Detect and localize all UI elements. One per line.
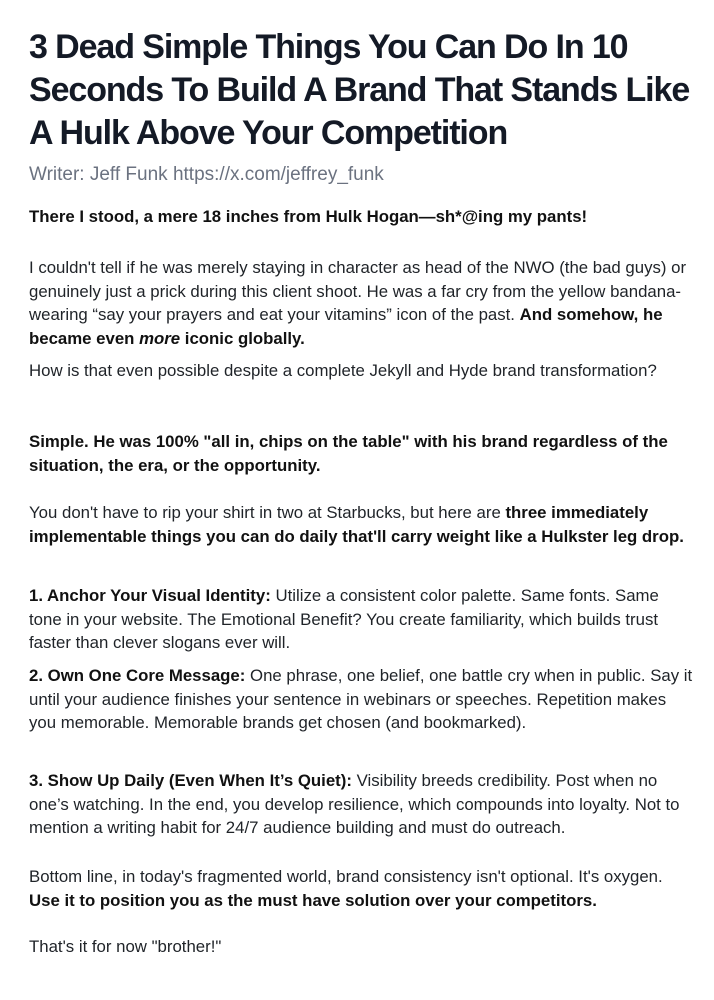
bold-text: Simple. He was 100% "all in, chips on the table" with his brand regardless of the situation, the era, or the opportunity. bbox=[29, 432, 668, 475]
bold-italic-text: more bbox=[139, 328, 181, 348]
bold-text: Use it to position you as the must have solution over your competitors. bbox=[29, 890, 597, 910]
paragraph-simple bbox=[29, 430, 695, 477]
bold-text: And somehow, he became even bbox=[29, 305, 663, 348]
item-text: Visibility breeds credibility. Post when no one’s watching. In the end, you develop resilience, which compounds into loyalty. Not to mention a writing habit for 24/7 audience building and must do outreach. bbox=[29, 771, 680, 838]
paragraph-bottom-line bbox=[29, 865, 695, 912]
paragraph-starbucks bbox=[29, 501, 695, 548]
item-label: 2. Own One Core Message: bbox=[29, 666, 246, 685]
article-title: 3 Dead Simple Things You Can Do In 10 Seconds To Build A Brand That Stands Like A Hulk Above Your Competition bbox=[29, 28, 690, 152]
bold-text: three immediately implementable things you can do daily that'll carry weight like a Hulkster leg drop. bbox=[29, 503, 684, 546]
bold-text: iconic globally. bbox=[180, 328, 305, 348]
list-item bbox=[29, 769, 695, 840]
paragraph-nwo bbox=[29, 256, 695, 350]
list-item bbox=[29, 664, 695, 735]
item-label: 3. Show Up Daily (Even When It’s Quiet): bbox=[29, 771, 352, 790]
writer-byline: Writer: Jeff Funk https://x.com/jeffrey_funk bbox=[29, 164, 384, 185]
item-label: 1. Anchor Your Visual Identity: bbox=[29, 586, 271, 605]
item-text: Utilize a consistent color palette. Same fonts. Same tone in your website. The Emotional Benefit? You create familiarity, which builds trust faster than clever slogans ever will. bbox=[29, 586, 659, 653]
intro-paragraph bbox=[29, 205, 695, 229]
paragraph-text: You don't have to rip your shirt in two at Starbucks, but here are bbox=[29, 503, 506, 522]
closing-line: That's it for now "brother!" bbox=[29, 937, 222, 956]
paragraph-text: Bottom line, in today's fragmented world, brand consistency isn't optional. It's oxygen. bbox=[29, 867, 663, 886]
item-text: One phrase, one belief, one battle cry when in public. Say it until your audience finishes your sentence in webinars or speeches. Repetition makes you memorable. Memorable brands get chosen (and bookmarked). bbox=[29, 666, 693, 733]
list-item bbox=[29, 584, 695, 655]
paragraph-question: How is that even possible despite a complete Jekyll and Hyde brand transformation? bbox=[29, 361, 657, 380]
intro-bold: There I stood, a mere 18 inches from Hulk Hogan—sh*@ing my pants! bbox=[29, 207, 588, 226]
paragraph-text: I couldn't tell if he was merely staying in character as head of the NWO (the bad guys) or genuinely just a prick during this client shoot. He was a far cry from the yellow bandana-wearing “say your prayers and eat your vitamins” icon of the past. bbox=[29, 258, 687, 325]
